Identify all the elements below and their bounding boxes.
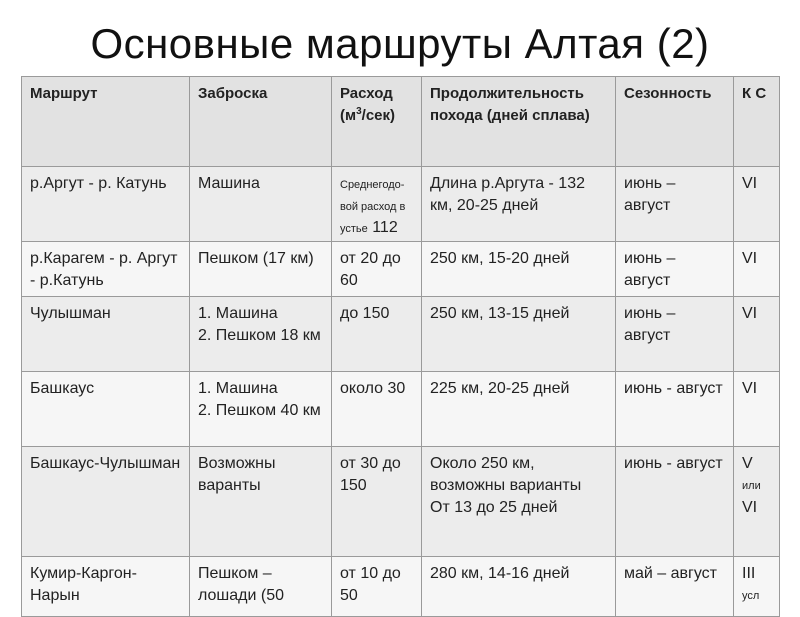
cell-transfer: Пешком (17 км) <box>190 242 332 297</box>
cell-route: Чулышман <box>22 297 190 372</box>
cell-route: р.Карагем - р. Аргут - р.Катунь <box>22 242 190 297</box>
cell-route: р.Аргут - р. Катунь <box>22 167 190 242</box>
cell-ks-or: или <box>742 480 761 492</box>
header-route: Маршрут <box>22 77 190 167</box>
cell-season: июнь – август <box>616 167 734 242</box>
cell-ks <box>734 557 780 617</box>
cell-transfer <box>190 372 332 447</box>
routes-table <box>21 76 780 617</box>
cell-flow: от 10 до 50 <box>332 557 422 617</box>
cell-season: июнь – август <box>616 297 734 372</box>
cell-ks: VI <box>734 372 780 447</box>
cell-ks-note: усл <box>742 590 760 602</box>
cell-flow-value: 112 <box>372 219 398 236</box>
cell-duration: Длина р.Аргута - 132 км, 20-25 дней <box>422 167 616 242</box>
table-row <box>22 297 780 372</box>
header-duration: Продолжительность похода (дней сплава) <box>422 77 616 167</box>
header-flow-sup: 3 <box>356 106 362 117</box>
header-flow-prefix: Расход (м <box>340 85 393 124</box>
cell-season: июнь - август <box>616 372 734 447</box>
cell-route: Башкаус-Чулышман <box>22 447 190 557</box>
cell-ks <box>734 447 780 557</box>
cell-flow: от 30 до 150 <box>332 447 422 557</box>
cell-flow: до 150 <box>332 297 422 372</box>
cell-ks-line: V <box>742 455 753 472</box>
cell-transfer-line: 1. Машина <box>198 305 278 322</box>
table-row <box>22 557 780 617</box>
header-season: Сезонность <box>616 77 734 167</box>
cell-duration: 250 км, 13-15 дней <box>422 297 616 372</box>
cell-flow <box>332 167 422 242</box>
cell-transfer: Машина <box>190 167 332 242</box>
cell-flow: от 20 до 60 <box>332 242 422 297</box>
table-row <box>22 167 780 242</box>
cell-ks: VI <box>734 242 780 297</box>
cell-ks: VI <box>734 167 780 242</box>
table-row <box>22 447 780 557</box>
cell-transfer-line: 1. Машина <box>198 380 278 397</box>
cell-ks-line: VI <box>742 499 758 516</box>
table-row <box>22 372 780 447</box>
cell-transfer-line: 2. Пешком 40 км <box>198 402 321 419</box>
cell-duration: 225 км, 20-25 дней <box>422 372 616 447</box>
table-header-row <box>22 77 780 167</box>
header-flow <box>332 77 422 167</box>
cell-flow: около 30 <box>332 372 422 447</box>
slide-title: Основные маршруты Алтая (2) <box>90 20 710 67</box>
cell-ks-line: III <box>742 565 756 582</box>
header-ks: К С <box>734 77 780 167</box>
header-transfer: Заброска <box>190 77 332 167</box>
cell-season: июнь – август <box>616 242 734 297</box>
cell-transfer <box>190 297 332 372</box>
cell-season: май – август <box>616 557 734 617</box>
header-flow-suffix: /сек) <box>361 107 396 124</box>
table-row <box>22 242 780 297</box>
cell-transfer-line: 2. Пешком 18 км <box>198 327 321 344</box>
cell-flow-note: Среднегодо-вой расход в устье <box>340 179 406 235</box>
cell-transfer: Возможны варанты <box>190 447 332 557</box>
cell-duration <box>422 447 616 557</box>
cell-route: Кумир-Каргон-Нарын <box>22 557 190 617</box>
cell-transfer: Пешком – лошади (50 <box>190 557 332 617</box>
cell-season: июнь - август <box>616 447 734 557</box>
cell-route: Башкаус <box>22 372 190 447</box>
cell-ks: VI <box>734 297 780 372</box>
cell-duration-line: От 13 до 25 дней <box>430 499 558 516</box>
cell-duration: 280 км, 14-16 дней <box>422 557 616 617</box>
cell-duration-line: Около 250 км, возможны варианты <box>430 455 582 494</box>
cell-duration: 250 км, 15-20 дней <box>422 242 616 297</box>
